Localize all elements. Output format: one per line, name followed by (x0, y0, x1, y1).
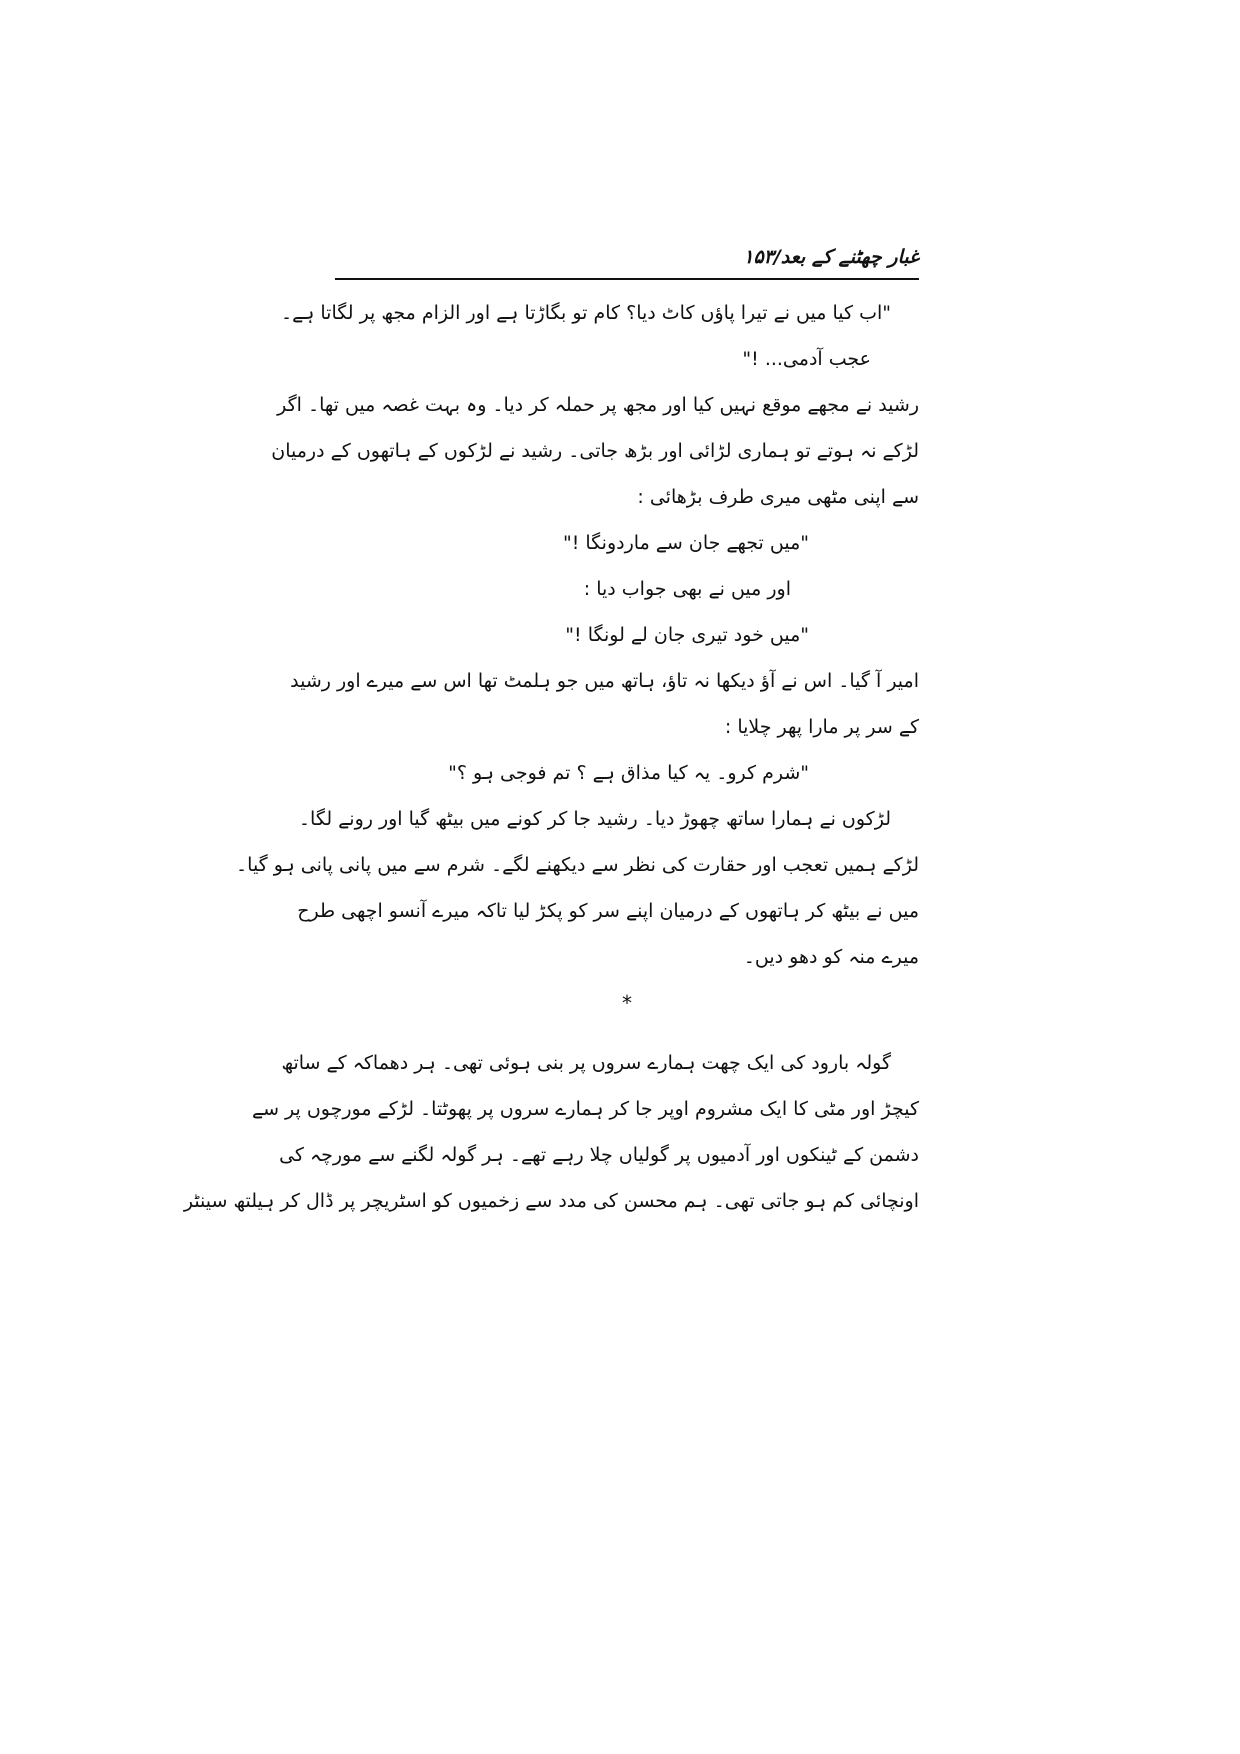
text-line: رشید نے مجھے موقع نہیں کیا اور مجھ پر حملہ کر دیا۔ وہ بہت غصہ میں تھا۔ اگر (277, 394, 919, 416)
text-line: "میں خود تیری جان لے لونگا !" (565, 624, 809, 646)
text-line: کے سر پر مارا پھر چلایا : (724, 716, 919, 738)
text-line: سے اپنی مٹھی میری طرف بڑھائی : (637, 486, 919, 508)
text-line: اور میں نے بھی جواب دیا : (583, 578, 791, 600)
text-line: لڑکے نہ ہوتے تو ہماری لڑائی اور بڑھ جاتی۔ رشید نے لڑکوں کے ہاتھوں کے درمیان (271, 440, 919, 462)
text-line: دشمن کے ٹینکوں اور آدمیوں پر گولیاں چلا رہے تھے۔ ہر گولہ لگنے سے مورچہ کی (279, 1144, 919, 1166)
text-line: عجب آدمی... !" (742, 348, 871, 370)
text-line: گولہ بارود کی ایک چھت ہمارے سروں پر بنی ہوئی تھی۔ ہر دھماکہ کے ساتھ (281, 1052, 891, 1074)
text-line: لڑکے ہمیں تعجب اور حقارت کی نظر سے دیکھنے لگے۔ شرم سے میں پانی پانی ہو گیا۔ (236, 854, 919, 876)
running-header (335, 240, 919, 280)
text-line: اونچائی کم ہو جاتی تھی۔ ہم محسن کی مدد سے زخمیوں کو اسٹریچر پر ڈال کر ہیلتھ سینٹر (183, 1190, 919, 1212)
header-rule (335, 278, 919, 280)
text-line: کیچڑ اور مٹی کا ایک مشروم اوپر جا کر ہمارے سروں پر پھوٹتا۔ لڑکے مورچوں پر سے (251, 1098, 919, 1120)
section-separator: * (622, 991, 632, 1015)
text-line: "اب کیا میں نے تیرا پاؤں کاٹ دیا؟ کام تو بگاڑتا ہے اور الزام مجھ پر لگاتا ہے۔ (280, 302, 891, 324)
text-line: "شرم کرو۔ یہ کیا مذاق ہے ؟ تم فوجی ہو ؟" (448, 762, 809, 784)
text-line: میں نے بیٹھ کر ہاتھوں کے درمیان اپنے سر کو پکڑ لیا تاکہ میرے آنسو اچھی طرح (297, 900, 919, 922)
body-text (183, 290, 919, 1224)
text-line: "میں تجھے جان سے ماردونگا !" (563, 532, 809, 554)
header-title: غبار چھٹنے کے بعد/۱۵۳ (743, 246, 919, 268)
text-line: میرے منہ کو دھو دیں۔ (743, 946, 919, 968)
text-line: امیر آ گیا۔ اس نے آؤ دیکھا نہ تاؤ، ہاتھ میں جو ہلمٹ تھا اس سے میرے اور رشید (290, 670, 919, 692)
text-line: لڑکوں نے ہمارا ساتھ چھوڑ دیا۔ رشید جا کر کونے میں بیٹھ گیا اور رونے لگا۔ (298, 808, 891, 830)
section-spacer (335, 1026, 919, 1040)
